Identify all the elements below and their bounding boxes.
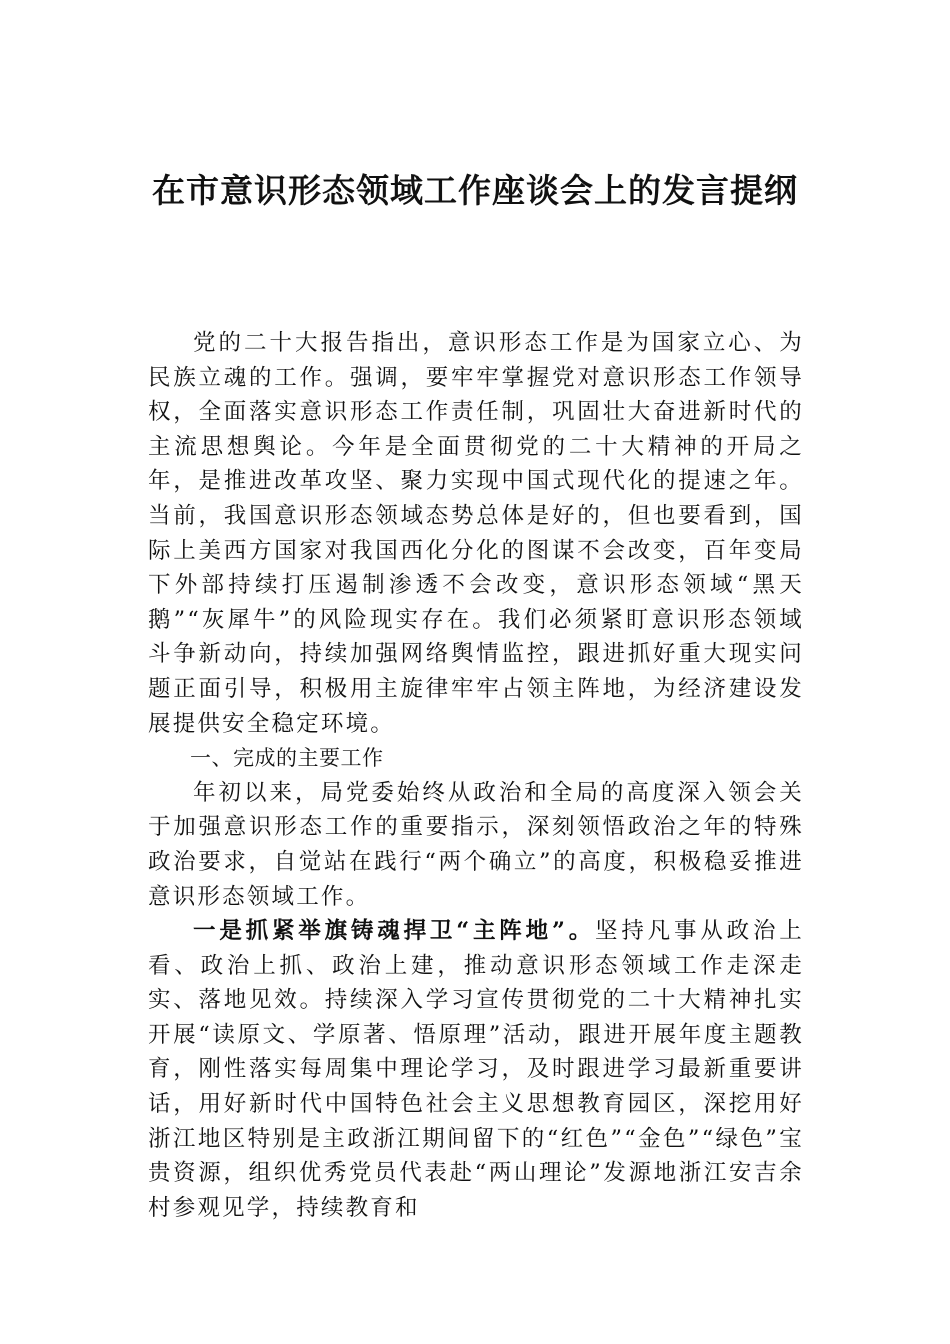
document-body — [148, 326, 804, 1225]
point-one-paragraph — [148, 914, 804, 1225]
point-one-lead: 一是抓紧举旗铸魂捍卫“主阵地”。 — [193, 918, 596, 945]
section-heading: 一、完成的主要工作 — [190, 746, 384, 771]
overview-paragraph: 年初以来，局党委始终从政治和全局的高度深入领会关于加强意识形态工作的重要指示，深刻领悟政治之年的特殊政治要求，自觉站在践行“两个确立”的高度，积极稳妥推进意识形态领域工作。 — [148, 779, 804, 910]
document-title: 在市意识形态领域工作座谈会上的发言提纲 — [152, 171, 798, 210]
point-one-text: 坚持凡事从政治上看、政治上抓、政治上建，推动意识形态领域工作走深走实、落地见效。持续深入学习宣传贯彻党的二十大精神扎实开展“读原文、学原著、悟原理”活动，跟进开展年度主题教育，刚性落实每周集中理论学习，及时跟进学习最新重要讲话，用好新时代中国特色社会主义思想教育园区，深挖用好浙江地区特别是主政浙江期间留下的“红色”“金色”“绿色”宝贵资源，组织优秀党员代表赴“两山理论”发源地浙江安吉余村参观见学，持续教育和 — [148, 918, 804, 1221]
intro-paragraph: 党的二十大报告指出，意识形态工作是为国家立心、为民族立魂的工作。强调，要牢牢掌握党对意识形态工作领导权，全面落实意识形态工作责任制，巩固壮大奋进新时代的主流思想舆论。今年是全面贯彻党的二十大精神的开局之年，是推进改革攻坚、聚力实现中国式现代化的提速之年。当前，我国意识形态领域态势总体是好的，但也要看到，国际上美西方国家对我国西化分化的图谋不会改变，百年变局下外部持续打压遏制渗透不会改变，意识形态领域“黑天鹅”“灰犀牛”的风险现实存在。我们必须紧盯意识形态领域斗争新动向，持续加强网络舆情监控，跟进抓好重大现实问题正面引导，积极用主旋律牢牢占领主阵地，为经济建设发展提供安全稳定环境。 — [148, 330, 804, 737]
